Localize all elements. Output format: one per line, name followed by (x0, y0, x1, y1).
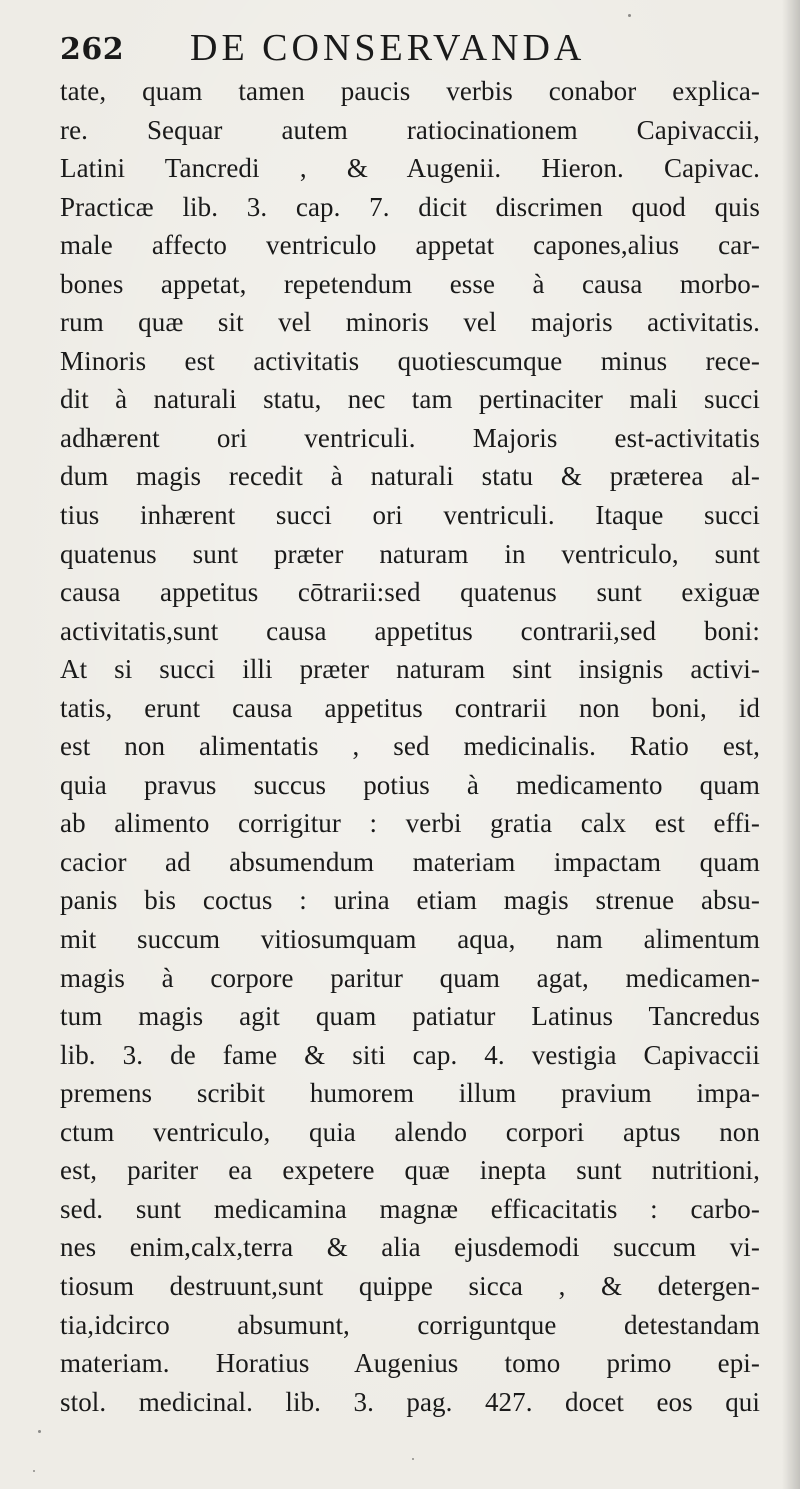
text-line: lib. 3. de fame & siti cap. 4. vestigia Capivaccii (60, 1039, 760, 1070)
text-line: tia,idcirco absumunt, corriguntque detestandam (60, 1309, 760, 1340)
text-line: adhærent ori ventriculi. Majoris est-activitatis (60, 422, 760, 453)
text-line: est, pariter ea expetere quæ inepta sunt nutritioni, (60, 1155, 760, 1186)
text-line: rum quæ sit vel minoris vel majoris activitatis. (60, 307, 760, 338)
text-line: nes enim,calx,terra & alia ejusdemodi succum vi- (60, 1232, 760, 1263)
text-line: re. Sequar autem ratiocinationem Capivaccii, (60, 114, 760, 145)
text-line: dum magis recedit à naturali statu & præterea al- (60, 461, 760, 492)
text-line: tiosum destruunt,sunt quippe sicca , & detergen- (60, 1270, 760, 1301)
text-line: tatis, erunt causa appetitus contrarii non boni, id (60, 692, 760, 723)
page-number: 262 (60, 32, 125, 67)
text-line: tius inhærent succi ori ventriculi. Itaque succi (60, 500, 760, 531)
paper-speck (38, 1430, 41, 1433)
text-line: causa appetitus cōtrarii:sed quatenus sunt exiguæ (60, 577, 760, 608)
running-title: DE CONSERVANDA (190, 27, 586, 69)
text-line: bones appetat, repetendum esse à causa morbo- (60, 268, 760, 299)
text-line: activitatis,sunt causa appetitus contrarii,sed boni: (60, 615, 760, 646)
text-line: sed. sunt medicamina magnæ efficacitatis : carbo- (60, 1193, 760, 1224)
text-line: tate, quam tamen paucis verbis conabor explica- (60, 76, 760, 106)
paper-speck (628, 14, 631, 17)
text-line: quia pravus succus potius à medicamento quam (60, 769, 760, 800)
text-line: magis à corpore paritur quam agat, medicamen- (60, 962, 760, 993)
text-line: ctum ventriculo, quia alendo corpori aptus non (60, 1116, 760, 1147)
text-line: panis bis coctus : urina etiam magis strenue absu- (60, 885, 760, 916)
page-edge-shadow (782, 0, 800, 1489)
text-line: cacior ad absumendum materiam impactam quam (60, 846, 760, 877)
paper-speck (412, 1458, 414, 1460)
text-line: male affecto ventriculo appetat capones,alius car- (60, 230, 760, 261)
text-line: materiam. Horatius Augenius tomo primo epi- (60, 1348, 760, 1379)
page-header (60, 26, 780, 74)
text-line: At si succi illi præter naturam sint insignis activi- (60, 654, 760, 685)
text-line: premens scribit humorem illum pravium impa- (60, 1078, 760, 1109)
text-line: stol. medicinal. lib. 3. pag. 427. docet eos qui (60, 1386, 760, 1417)
paper-speck (33, 1470, 35, 1472)
text-line: Latini Tancredi , & Augenii. Hieron. Capivac. (60, 153, 760, 184)
body-text (60, 72, 760, 1421)
text-line: quatenus sunt præter naturam in ventriculo, sunt (60, 538, 760, 569)
text-line: tum magis agit quam patiatur Latinus Tancredus (60, 1001, 760, 1032)
text-line: ab alimento corrigitur : verbi gratia calx est effi- (60, 808, 760, 839)
text-line: mit succum vitiosumquam aqua, nam alimentum (60, 924, 760, 955)
text-line: Practicæ lib. 3. cap. 7. dicit discrimen quod quis (60, 191, 760, 222)
text-line: est non alimentatis , sed medicinalis. Ratio est, (60, 731, 760, 762)
text-line: Minoris est activitatis quotiescumque minus rece- (60, 345, 760, 376)
text-line: dit à naturali statu, nec tam pertinaciter mali succi (60, 384, 760, 415)
